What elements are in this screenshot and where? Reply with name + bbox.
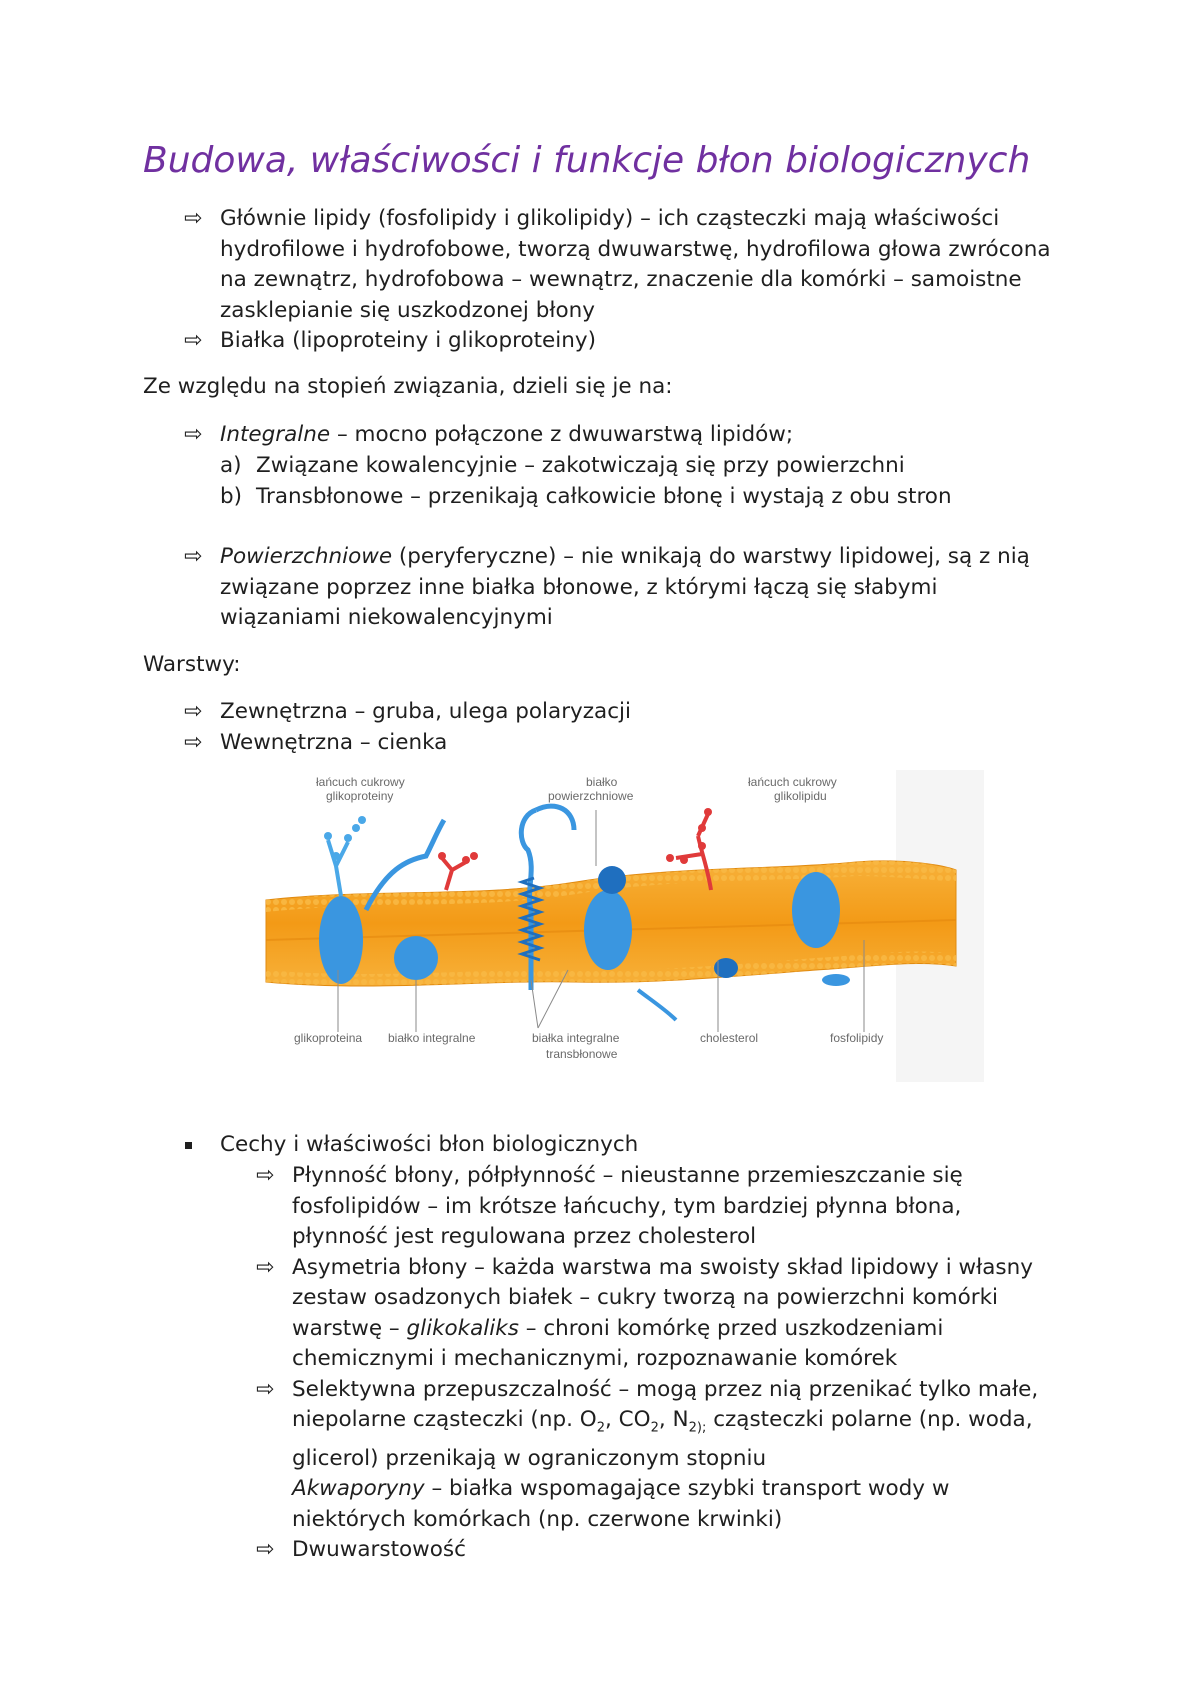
membrane-figure	[256, 770, 984, 1082]
label-surface-protein: białko	[586, 775, 618, 789]
label-sugar-glycolipid: łańcuch cukrowy	[748, 775, 837, 789]
properties-list	[256, 1161, 1056, 1566]
arrow-bullet-icon: ⇨	[184, 328, 203, 353]
term-surface: Powierzchniowe	[220, 544, 393, 569]
surface-protein-shape	[598, 866, 626, 894]
label-transmembrane-2: transbłonowe	[546, 1047, 618, 1061]
sugar-unit	[438, 852, 446, 860]
item-letter: b)	[220, 483, 243, 509]
sugar-unit	[358, 816, 366, 824]
surface-protein-list	[184, 542, 1064, 634]
arrow-bullet-icon: ⇨	[184, 544, 203, 569]
arrow-bullet-icon: ⇨	[256, 1537, 275, 1563]
label-cholesterol: cholesterol	[700, 1031, 759, 1045]
properties-section	[184, 1130, 1064, 1161]
helix-loop	[536, 806, 574, 830]
list-item: ⇨ Selektywna przepuszczalność – mogą przez nią przenikać tylko małe, niepolarne cząsteczki (np. $O_2$, $CO_2$, $N_{2);}$ cząsteczki polarne (np. woda, glicerol) przenikają w ograniczonym stopniu Akwaporyny – białka wspomagające szybki transport wody w niektórych komórkach (np. czerwone krwinki)	[256, 1376, 1039, 1532]
sugar-unit	[666, 854, 674, 862]
term-glycocalyx: glikokaliks	[406, 1315, 519, 1341]
label-sugar-glycoprotein-2: glikoproteiny	[326, 789, 394, 803]
list-item: ⇨ Zewnętrzna – gruba, ulega polaryzacji	[184, 697, 1064, 728]
integral-protein-right	[792, 872, 840, 948]
list-item: a) Związane kowalencyjnie – zakotwiczają się przy powierzchni	[220, 451, 1040, 482]
composition-list	[184, 204, 1064, 357]
protein-types-list	[184, 420, 1064, 451]
list-item: ⇨ Głównie lipidy (fosfolipidy i glikolipidy) – ich cząsteczki mają właściwości hydrofilowe i hydrofobowe, tworzą dwuwarstwę, hydrofilowa głowa zwrócona na zewnątrz, hydrofobowa – wewnątrz, znaczenie dla komórki – samoistne zasklepianie się uszkodzonej błony	[184, 206, 1051, 323]
list-item: Cechy i właściwości błon biologicznych	[184, 1130, 1064, 1161]
arrow-bullet-icon: ⇨	[256, 1163, 275, 1188]
glycoprotein-shape	[319, 896, 363, 984]
sugar-unit	[344, 834, 352, 842]
sugar-unit	[324, 832, 332, 840]
red-sugar-chain	[442, 858, 466, 890]
arrow-bullet-icon: ⇨	[256, 1254, 275, 1280]
term-integral: Integralne	[220, 422, 331, 447]
sugar-unit	[332, 852, 340, 860]
label-integral-protein: białko integralne	[388, 1031, 476, 1045]
list-item: b) Transbłonowe – przenikają całkowicie błonę i wystają z obu stron	[220, 482, 1040, 513]
inner-protein-bit	[822, 974, 850, 986]
list-item: ⇨ Płynność błony, półpłynność – nieustanne przemieszczanie się fosfolipidów – im krótsze łańcuchy, tym bardziej płynna błona, płynność jest regulowana przez cholesterol	[256, 1163, 963, 1249]
sugar-unit	[462, 856, 470, 864]
binding-intro: Ze względu na stopień związania, dzieli się je na:	[143, 374, 673, 399]
label-sugar-glycolipid-2: glikolipidu	[774, 789, 827, 803]
list-item: ⇨ Powierzchniowe (peryferyczne) – nie wnikają do warstwy lipidowej, są z nią związane poprzez inne białka błonowe, z którymi łączą się słabymi wiązaniami niekowalencyjnymi	[184, 544, 1030, 630]
sugar-unit	[698, 824, 706, 832]
layers-heading: Warstwy:	[143, 652, 241, 677]
sugar-unit	[704, 808, 712, 816]
arrow-bullet-icon: ⇨	[184, 422, 203, 447]
integral-subtypes	[220, 451, 1040, 512]
label-phospholipids: fosfolipidy	[830, 1031, 884, 1045]
list-item: ⇨ Asymetria błony – każda warstwa ma swoisty skład lipidowy i własny zestaw osadzonych białek – cukry tworzą na powierzchni komórki warstwę – glikokaliks – chroni komórkę przed uszkodzeniami chemicznymi i mechanicznymi, rozpoznawanie komórek	[256, 1254, 1033, 1371]
layers-list	[184, 697, 1064, 758]
list-item: ⇨ Integralne – mocno połączone z dwuwarstwą lipidów;	[184, 420, 1064, 451]
sugar-unit	[352, 824, 360, 832]
sugar-unit	[680, 856, 688, 864]
label-surface-protein-2: powierzchniowe	[548, 789, 634, 803]
arrow-bullet-icon: ⇨	[184, 699, 203, 724]
transmembrane-protein-shape	[584, 890, 632, 970]
sugar-unit	[470, 852, 478, 860]
list-item: ⇨ Białka (lipoproteiny i glikoproteiny)	[184, 326, 1064, 357]
list-item: ⇨ Wewnętrzna – cienka	[184, 728, 1064, 759]
arrow-bullet-icon: ⇨	[256, 1376, 275, 1402]
square-bullet-icon	[185, 1142, 192, 1149]
item-letter: a)	[220, 453, 242, 478]
label-glycoprotein: glikoproteina	[294, 1031, 363, 1045]
integral-protein-shape	[394, 936, 438, 980]
arrow-bullet-icon: ⇨	[184, 729, 203, 755]
glycoprotein-sugar-chain	[328, 840, 348, 896]
page-title: Budowa, właściwości i funkcje błon biologicznych	[143, 140, 1031, 181]
arrow-bullet-icon: ⇨	[184, 206, 203, 231]
inner-protein-tail	[638, 990, 676, 1020]
label-sugar-glycoprotein: łańcuch cukrowy	[316, 775, 405, 789]
sugar-unit	[698, 842, 706, 850]
label-transmembrane: białka integralne	[532, 1031, 620, 1045]
list-item: ⇨ Dwuwarstowość	[256, 1535, 1056, 1566]
term-aquaporins: Akwaporyny	[292, 1476, 425, 1502]
